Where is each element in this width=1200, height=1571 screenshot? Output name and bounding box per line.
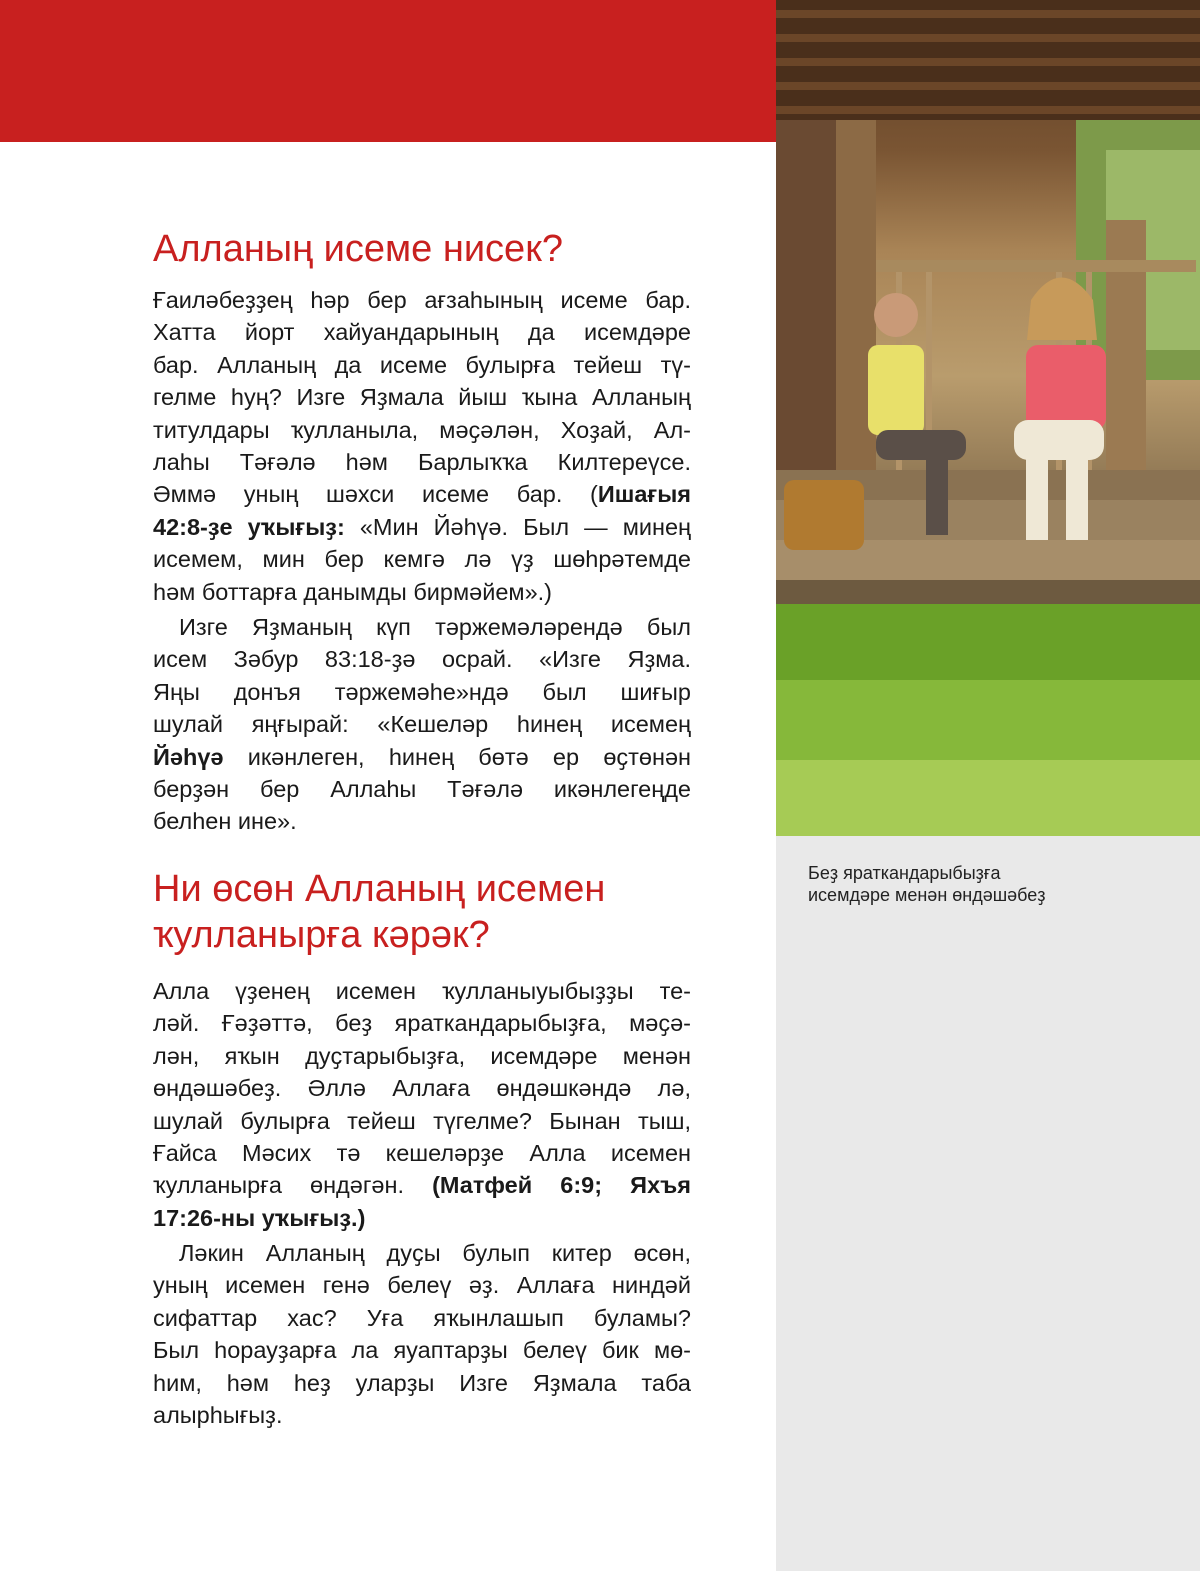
red-header-banner (0, 0, 776, 142)
text-line: белһен ине». (153, 808, 297, 835)
text-line: өндәшәбеҙ. Әллә Аллаға өндәшкәндә лә, (153, 1075, 691, 1102)
scripture-ref: 17:26-ны уҡығыҙ.) (153, 1204, 366, 1231)
text-line: уның исемен генә белеү әҙ. Аллаға ниндәй (153, 1272, 691, 1299)
scripture-ref: 42:8-ҙе уҡығыҙ: (153, 513, 345, 540)
text-line (153, 1202, 691, 1234)
text-line: берҙән бер Аллаһы Тәғәлә икәнлегеңде (153, 776, 691, 803)
section2-paragraph2 (153, 1237, 691, 1431)
scripture-ref: (Матфей 6:9; Яхъя (432, 1172, 691, 1199)
scripture-ref: Ишағыя (597, 481, 691, 508)
text-line: шулай яңғырай: «Кешеләр һинең исемең (153, 711, 691, 738)
text-line: һим, һәм һеҙ уларҙы Изге Яҙмала таба (153, 1369, 691, 1396)
caption-line-1: Беҙ яраткандарыбыҙға (808, 863, 1001, 883)
text-line: һәм боттарға данымды бирмәйем».) (153, 578, 553, 605)
section1-heading: Алланың исеме нисек? (153, 228, 563, 270)
text-line: лән, яҡын дуҫтарыбыҙға, исемдәре менән (153, 1042, 691, 1069)
text-line: Изге Яҙманың күп тәржемәләрендә был (179, 614, 691, 640)
text-line: Ләкин Алланың дуҫы булып китер өсөн, (179, 1240, 691, 1266)
text-line: Хатта йорт хайуандарының да исемдәре (153, 319, 691, 346)
text-line: титулдары ҡулланыла, мәҫәлән, Хоҙай, Ал- (153, 416, 691, 443)
section1-paragraph2 (153, 611, 691, 838)
text-line: бар. Алланың да исеме булырға тейеш тү- (153, 351, 691, 378)
photo-caption (808, 862, 1168, 906)
text-line: Был һорауҙарға ла яуаптарҙы белеү бик мө- (153, 1337, 691, 1364)
section2-heading (153, 866, 605, 958)
text-run: Әммә уның шәхси исеме бар. ( (153, 481, 598, 508)
porch-photo (776, 0, 1200, 836)
heading-line-2: ҡулланырға кәрәк? (153, 914, 490, 956)
text-line: шулай булырға тейеш түгелме? Бынан тыш, (153, 1107, 691, 1134)
text-run: «Мин Йәһүә. Был — минең (344, 513, 691, 540)
text-line (153, 1169, 691, 1201)
text-line: Алла үҙенең исемен ҡулланыуыбыҙҙы те- (153, 978, 691, 1004)
divine-name: Йәһүә (153, 743, 224, 770)
text-run: ҡулланырға өндәгән. (153, 1172, 433, 1199)
porch-photo-illustration (776, 0, 1200, 836)
text-line: гелме һуң? Изге Яҙмала йыш ҡына Алланың (153, 384, 691, 411)
text-line: сифаттар хас? Уға яҡынлашып буламы? (153, 1304, 691, 1331)
section2-paragraph1 (153, 975, 691, 1234)
section1-paragraph1 (153, 284, 691, 608)
text-line (153, 511, 691, 543)
text-line: лаһы Тәғәлә һәм Барлыҡҡа Килтереүсе. (153, 449, 691, 476)
caption-line-2: исемдәре менән өндәшәбеҙ (808, 885, 1046, 905)
text-line: ләй. Ғәҙәттә, беҙ яраткандарыбыҙға, мәҫә- (153, 1010, 691, 1037)
text-run: икәнлеген, һинең бөтә ер өҫтөнән (223, 743, 691, 770)
text-line: Ғаиләбеҙҙең һәр бер ағзаһының исеме бар. (153, 287, 691, 313)
text-line: Ғайса Мәсих тә кешеләрҙе Алла исемен (153, 1140, 691, 1167)
text-line: исем Зәбур 83:18-ҙә осрай. «Изге Яҙма. (153, 646, 691, 673)
text-line (153, 741, 691, 773)
text-line (153, 478, 691, 510)
text-line: Яңы донъя тәржемәһе»ндә был шиғыр (153, 678, 691, 705)
heading-line-1: Ни өсөн Алланың исемен (153, 868, 606, 910)
text-line: алырһығыҙ. (153, 1402, 283, 1429)
text-line: исемем, мин бер кемгә лә үҙ шөһрәтемде (153, 546, 691, 573)
